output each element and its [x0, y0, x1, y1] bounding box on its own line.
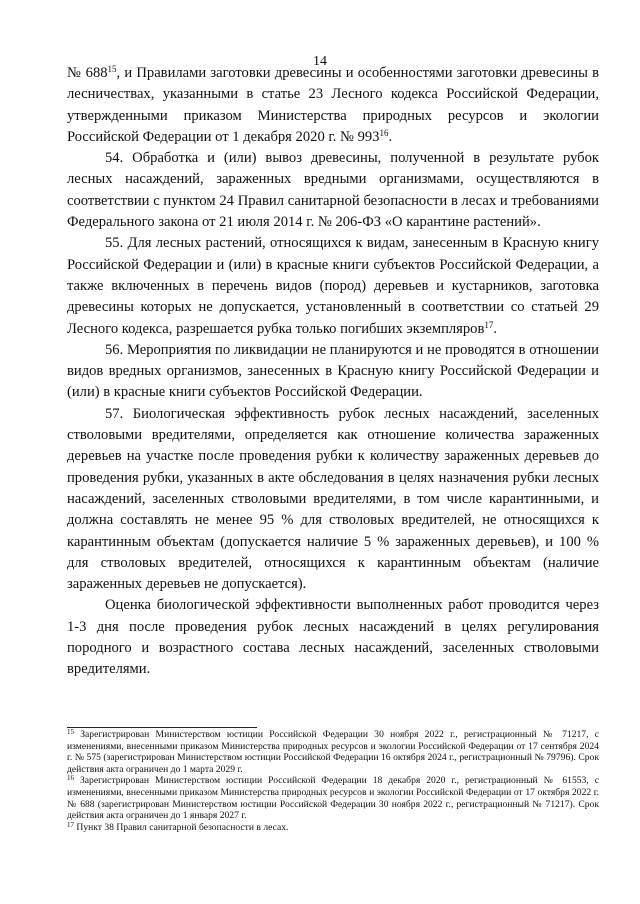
- paragraph-56: [67, 340, 599, 404]
- footnote-15: [67, 729, 599, 775]
- footnote-marker: 16: [67, 774, 74, 783]
- text-run: .: [388, 128, 393, 145]
- footnote-marker: 17: [67, 820, 74, 829]
- paragraph-57: [67, 404, 599, 596]
- body-text: [67, 63, 599, 681]
- text-run: 55. Для лесных растений, относящихся к видам, занесенным в Красную книгу Российской Федерации и (или) в красные книги субъектов Российской Федерации, а также включенных в перечень видов (пород) деревьев и кустарников, заготовка древесины которых не допускается, установленный в соответствии со статьей 29 Лесного кодекса, разрешается рубка только погибших экземпляров: [67, 235, 599, 337]
- text-run: 54. Обработка и (или) вывоз древесины, полученной в результате рубок лесных насаждений, зараженных вредными организмами, осуществляются в соответствии с пунктом 24 Правил санитарной безопасности в лесах и требованиями Федерального закона от 21 июля 2014 г. № 206-ФЗ «О карантине растений».: [67, 150, 599, 231]
- footnote-17: [67, 822, 599, 834]
- text-run: Оценка биологической эффективности выполненных работ проводится через 1-3 дня после проведения рубок лесных насаждений в целях регулирования породного и возрастного состава лесных насаждений, заселенных стволовыми вредителями.: [67, 597, 599, 678]
- page-number: 14: [313, 54, 327, 69]
- text-run: Пункт 38 Правил санитарной безопасности в лесах.: [74, 821, 289, 833]
- text-run: .: [493, 320, 498, 337]
- text-run: № 688: [67, 65, 108, 81]
- text-run: 57. Биологическая эффективность рубок лесных насаждений, заселенных стволовыми вредителями, определяется как отношение количества зараженных деревьев на участке после проведения рубки к количеству зараженных деревьев до проведения рубки, указанных в акте обследования в целях назначения рубки лесных насаждений, заселенных стволовыми вредителями, в том числе карантинными, и должна составлять не менее 95 % для стволовых вредителей, не относящихся к карантинным объектам (допускается наличие 5 % зараженных деревьев), и 100 % для стволовых вредителей, относящихся к карантинным объектам (наличие зараженных деревьев не допускается).: [67, 405, 599, 593]
- text-run: Зарегистрирован Министерством юстиции Российской Федерации 18 декабря 2020 г., регистрационный № 61553, с изменениями, внесенными приказом Министерства природных ресурсов и экологии Российской Федерации от 17 октября 2022 г. № 688 (зарегистрирован Министерством юстиции Российской Федерации 30 ноября 2022 г., регистрационный № 71217). Срок действия акта ограничен до 1 января 2027 г.: [67, 775, 599, 822]
- text-run: 56. Мероприятия по ликвидации не планируются и не проводятся в отношении видов вредных организмов, занесенных в Красную книгу Российской Федерации и (или) в красные книги субъектов Российской Федерации.: [67, 341, 599, 401]
- text-run: , и Правилами заготовки древесины и особенностями заготовки древесины в лесничествах, указанными в статье 23 Лесного кодекса Российской Федерации, утвержденными приказом Министерства природных ресурсов и экологии Российской Федерации от 1 декабря 2020 г. № 993: [67, 65, 600, 145]
- paragraph-55: [67, 233, 599, 339]
- footnote-marker: 15: [67, 728, 74, 736]
- footnote-marker: 17: [484, 319, 494, 330]
- footnote-separator: [67, 727, 257, 728]
- footnotes: [67, 729, 599, 833]
- paragraph-54: [67, 148, 599, 233]
- footnote-marker: 16: [379, 127, 389, 138]
- text-run: Зарегистрирован Министерством юстиции Российской Федерации 30 ноября 2022 г., регистрационный № 71217, с изменениями, внесенными приказом Министерства природных ресурсов и экологии Российской Федерации от 17 сентября 2024 г. № 575 (зарегистрирован Министерством юстиции Российской Федерации 16 октября 2024 г., регистрационный № 79796). Срок действия акта ограничен до 1 марта 2029 г.: [67, 729, 599, 775]
- paragraph-continuation: [67, 63, 599, 148]
- footnote-16: [67, 775, 599, 821]
- footnote-marker: 15: [107, 64, 117, 74]
- paragraph-evaluation: [67, 595, 599, 680]
